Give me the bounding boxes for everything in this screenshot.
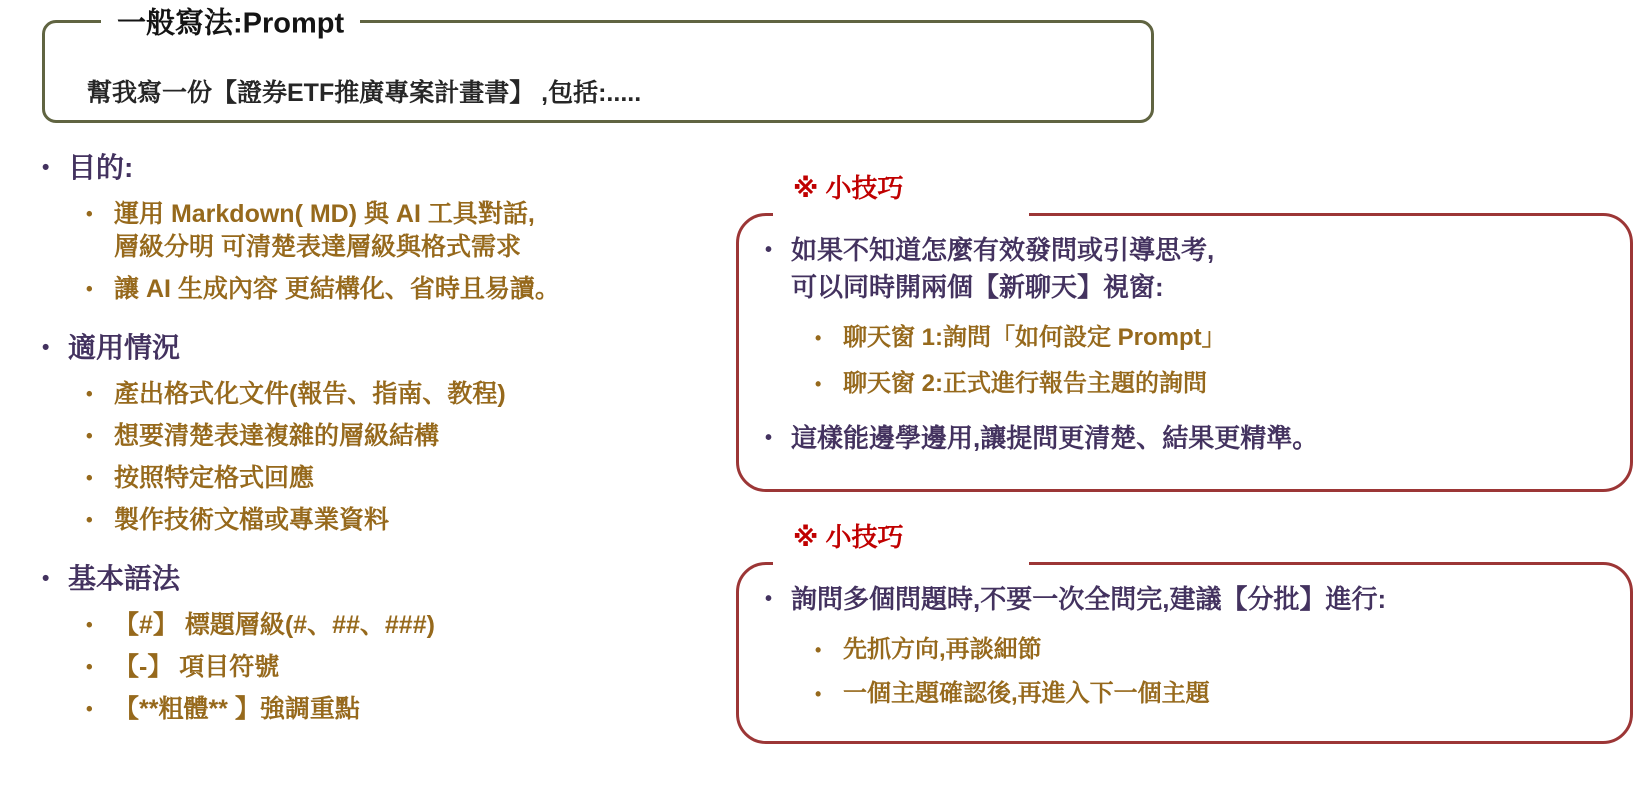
tip-sub-bullet	[815, 368, 1608, 400]
bullet-item	[86, 504, 726, 537]
bullet-line: 詢問多個問題時,不要一次全問完,建議【分批】進行:	[791, 584, 1387, 614]
bullet-item	[86, 693, 726, 726]
section-heading-label: 目的:	[68, 152, 134, 183]
bullet-item	[86, 420, 726, 453]
bullet-line: 【#】 標題層級(#、##、###)	[114, 611, 435, 639]
bullet-line: 製作技術文檔或專業資料	[114, 506, 390, 534]
bullet-line: 層級分明 可清楚表達層級與格式需求	[114, 233, 521, 261]
section-heading	[36, 559, 726, 599]
bullet-dot	[86, 651, 114, 684]
bullet-dot	[86, 420, 114, 453]
tip-bullet	[759, 232, 1608, 306]
bullet-item	[86, 273, 726, 306]
bullet-text	[114, 198, 535, 264]
bullet-line: 按照特定格式回應	[114, 464, 315, 492]
bullet-line: 產出格式化文件(報告、指南、教程)	[114, 380, 506, 408]
bullet-dot	[759, 232, 791, 269]
tip-label: ※ 小技巧	[793, 173, 904, 203]
tip-sub-bullet	[815, 322, 1608, 354]
prompt-box-title: 一般寫法:Prompt	[101, 0, 360, 41]
bullet-item	[86, 378, 726, 411]
tip-bullet	[759, 420, 1608, 457]
bullet-dot	[86, 273, 114, 306]
bullet-item	[86, 651, 726, 684]
bullet-dot	[815, 678, 843, 710]
bullet-dot	[36, 328, 68, 368]
tip-sub-bullet	[815, 634, 1608, 666]
bullet-line: 如果不知道怎麼有效發問或引導思考,	[791, 235, 1215, 265]
bullet-dot	[36, 148, 68, 188]
tip-border-gap	[773, 212, 1029, 221]
bullet-dot	[36, 559, 68, 599]
section-heading	[36, 328, 726, 368]
outline-list	[36, 136, 726, 735]
section-heading-label: 基本語法	[68, 563, 181, 594]
bullet-item	[86, 462, 726, 495]
tip-box-1	[736, 173, 1633, 492]
bullet-dot	[86, 378, 114, 411]
bullet-dot	[815, 368, 843, 400]
bullet-item	[86, 198, 726, 264]
tip-box-1-content	[739, 216, 1630, 457]
bullet-dot	[815, 634, 843, 666]
bullet-dot	[86, 693, 114, 726]
bullet-dot	[86, 504, 114, 537]
tip-box-2	[736, 522, 1633, 744]
tip-sub-bullet	[815, 678, 1608, 710]
prompt-box	[42, 7, 1154, 123]
tip-border-gap	[773, 561, 1029, 570]
bullet-line: 運用 Markdown( MD) 與 AI 工具對話,	[114, 200, 535, 228]
bullet-line: 【-】 項目符號	[114, 653, 280, 681]
bullet-line: 先抓方向,再談細節	[843, 636, 1042, 663]
bullet-dot	[86, 198, 114, 231]
bullet-line: 【**粗體** 】強調重點	[114, 695, 360, 723]
tip-box-2-content	[739, 565, 1630, 710]
bullet-dot	[759, 581, 791, 618]
prompt-box-content: 幫我寫一份【證券ETF推廣專案計畫書】 ,包括:.....	[87, 79, 642, 107]
bullet-item	[86, 609, 726, 642]
bullet-line: 可以同時開兩個【新聊天】視窗:	[791, 272, 1164, 302]
bullet-text	[791, 232, 1214, 306]
tip-label: ※ 小技巧	[793, 522, 904, 552]
tip-bullet	[759, 581, 1608, 618]
bullet-line: 聊天窗 2:正式進行報告主題的詢問	[843, 370, 1208, 397]
bullet-line: 聊天窗 1:詢問「如何設定 Prompt」	[843, 324, 1226, 351]
bullet-dot	[86, 462, 114, 495]
bullet-dot	[86, 609, 114, 642]
bullet-line: 一個主題確認後,再進入下一個主題	[843, 680, 1210, 707]
bullet-dot	[815, 322, 843, 354]
bullet-line: 讓 AI 生成內容 更結構化、省時且易讀。	[114, 275, 560, 303]
section-heading-label: 適用情況	[68, 332, 181, 363]
bullet-dot	[759, 420, 791, 457]
bullet-line: 這樣能邊學邊用,讓提問更清楚、結果更精準。	[791, 423, 1319, 453]
section-heading	[36, 148, 726, 188]
bullet-line: 想要清楚表達複雜的層級結構	[114, 422, 440, 450]
